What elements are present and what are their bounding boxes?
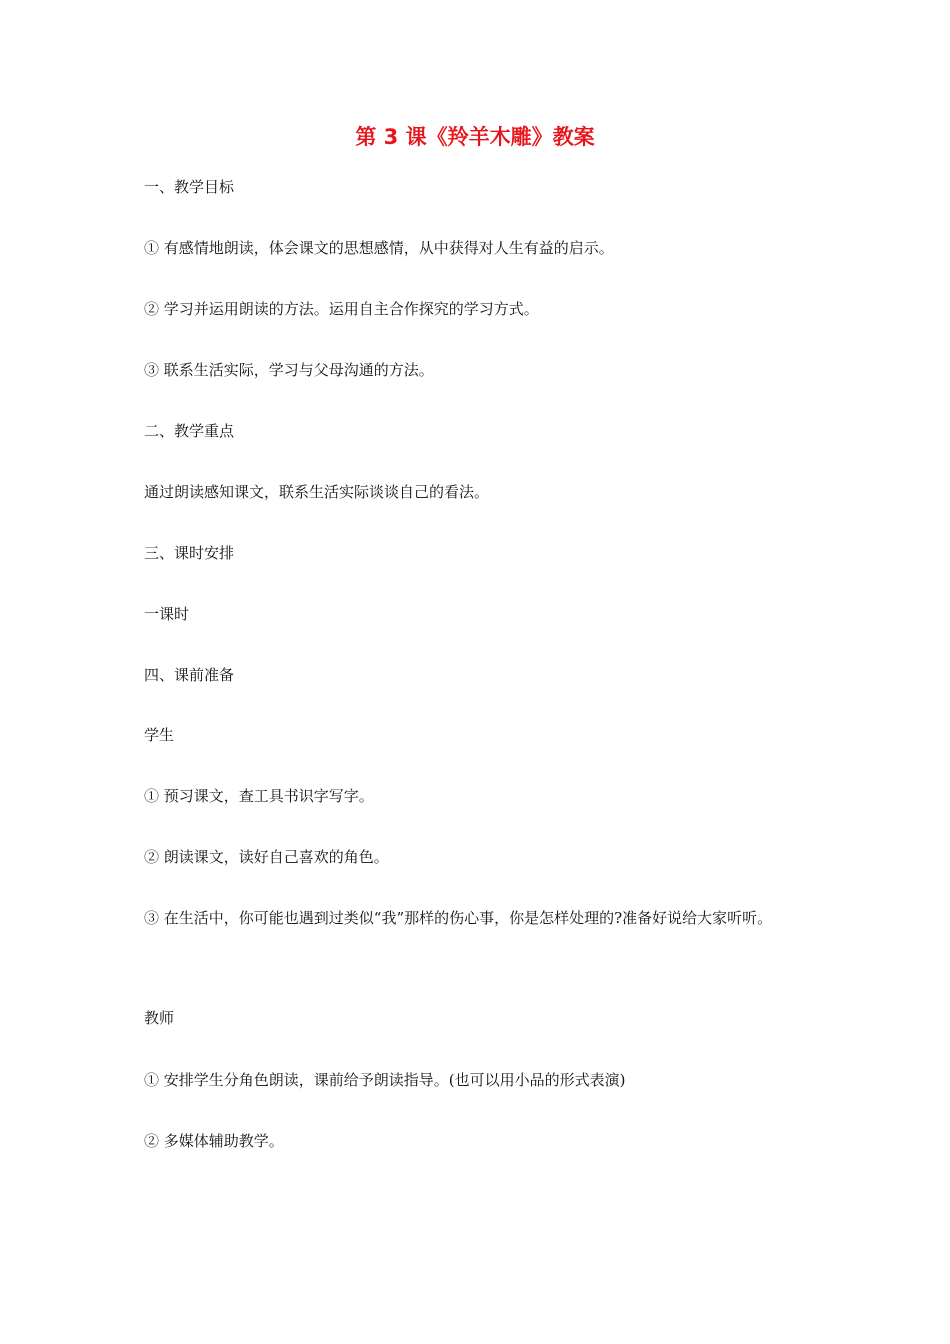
schedule-text: 一课时 [144, 605, 190, 623]
teacher-prep-item-2: ② 多媒体辅助教学。 [144, 1132, 284, 1150]
objective-item-3: ③ 联系生活实际，学习与父母沟通的方法。 [144, 361, 434, 379]
section-heading-preparation: 四、课前准备 [144, 666, 235, 684]
section-heading-key-points: 二、教学重点 [144, 422, 235, 440]
objective-item-2: ② 学习并运用朗读的方法。运用自主合作探究的学习方式。 [144, 300, 539, 318]
teacher-prep-item-1: ① 安排学生分角色朗读，课前给予朗读指导。(也可以用小品的形式表演) [144, 1071, 626, 1089]
student-prep-item-1: ① 预习课文，查工具书识字写字。 [144, 787, 374, 805]
objective-item-1: ① 有感情地朗读，体会课文的思想感情，从中获得对人生有益的启示。 [144, 239, 614, 257]
student-prep-item-3: ③ 在生活中，你可能也遇到过类似“我”那样的伤心事，你是怎样处理的?准备好说给大家听听。 [144, 909, 773, 927]
key-points-text: 通过朗读感知课文，联系生活实际谈谈自己的看法。 [144, 483, 490, 501]
subheading-students: 学生 [144, 726, 175, 744]
section-heading-objectives: 一、教学目标 [144, 178, 235, 196]
subheading-teacher: 教师 [144, 1009, 175, 1027]
student-prep-item-2: ② 朗读课文，读好自己喜欢的角色。 [144, 848, 389, 866]
section-heading-schedule: 三、课时安排 [144, 544, 235, 562]
page-title: 第 3 课《羚羊木雕》教案 [355, 125, 595, 149]
